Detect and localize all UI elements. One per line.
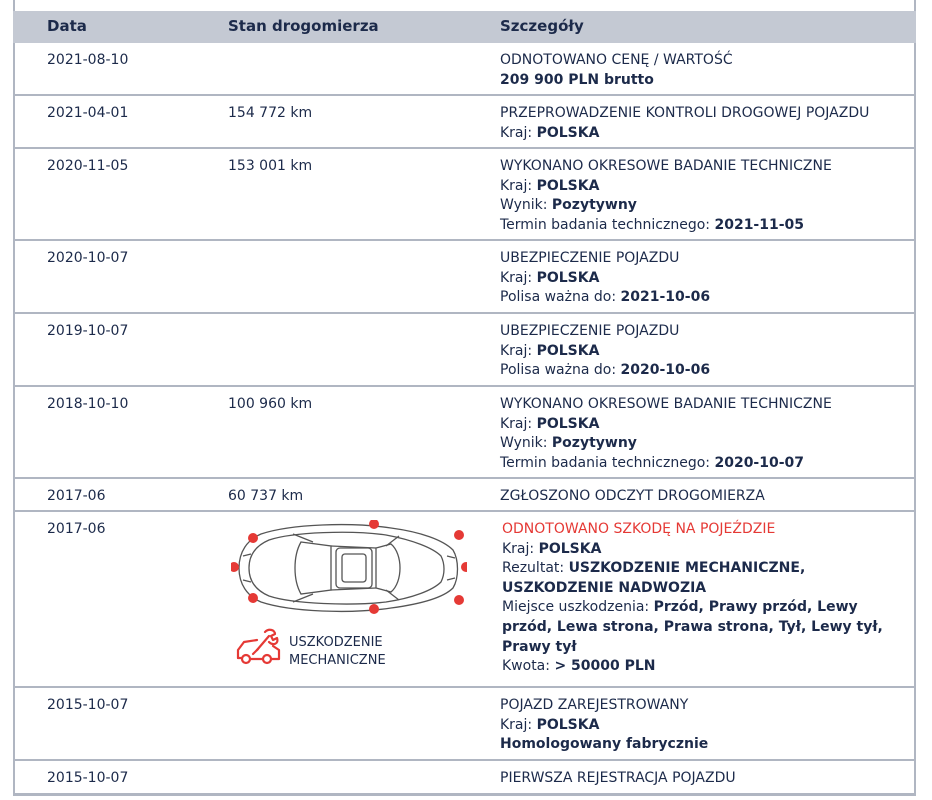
country-label: Kraj: <box>500 716 533 733</box>
event-title: ZGŁOSZONO ODCZYT DROGOMIERZA <box>500 488 765 504</box>
header-details: Szczegóły <box>500 17 584 35</box>
row-details <box>502 520 910 677</box>
damage-point-rear <box>461 562 467 572</box>
amount-label: Kwota: <box>502 658 550 675</box>
homologation-note: Homologowany fabrycznie <box>500 736 709 753</box>
country-label: Kraj: <box>500 415 533 432</box>
row-date: 2015-10-07 <box>47 770 129 786</box>
event-title: PRZEPROWADZENIE KONTROLI DROGOWEJ POJAZDU <box>500 105 870 121</box>
event-title: PIERWSZA REJESTRACJA POJAZDU <box>500 770 736 786</box>
country-label: Kraj: <box>500 269 533 286</box>
row-date: 2021-04-01 <box>47 105 129 121</box>
policy-value: 2020-10-06 <box>620 362 711 379</box>
event-title: ODNOTOWANO SZKODĘ NA POJEŹDZIE <box>502 521 776 537</box>
country-value: POLSKA <box>536 716 600 733</box>
damage-point-rear-right <box>454 595 464 605</box>
term-value: 2021-11-05 <box>714 216 805 233</box>
row-date: 2017-06 <box>47 488 106 504</box>
country-value: POLSKA <box>536 177 600 194</box>
country-label: Kraj: <box>502 540 535 557</box>
event-title: ODNOTOWANO CENĘ / WARTOŚĆ <box>500 52 733 68</box>
table-row <box>13 43 916 96</box>
row-odometer: 100 960 km <box>228 396 313 412</box>
country-value: POLSKA <box>536 342 600 359</box>
result-label: Wynik: <box>500 435 548 452</box>
country-label: Kraj: <box>500 177 533 194</box>
row-date: 2019-10-07 <box>47 323 129 339</box>
country-value: POLSKA <box>538 540 602 557</box>
row-details <box>500 104 910 143</box>
location-value: Przód, Prawy przód, Lewy <box>653 599 858 616</box>
result-value-cont: USZKODZENIE NADWOZIA <box>502 579 707 596</box>
row-date: 2021-08-10 <box>47 52 129 68</box>
country-value: POLSKA <box>536 415 600 432</box>
header-date: Data <box>47 17 87 35</box>
location-label: Miejsce uszkodzenia: <box>502 599 650 616</box>
table-row <box>13 149 916 241</box>
result-value: USZKODZENIE MECHANICZNE, <box>568 560 806 577</box>
header-odometer: Stan drogomierza <box>228 17 379 35</box>
car-wrench-icon <box>235 628 285 668</box>
row-date: 2015-10-07 <box>47 697 129 713</box>
event-title: UBEZPIECZENIE POJAZDU <box>500 250 680 266</box>
row-details <box>500 769 910 789</box>
row-details <box>500 249 910 308</box>
damage-point-rear-left <box>454 530 464 540</box>
event-title: WYKONANO OKRESOWE BADANIE TECHNICZNE <box>500 396 832 412</box>
damage-point-left-side <box>369 520 379 529</box>
damage-row <box>13 512 916 688</box>
term-label: Termin badania technicznego: <box>500 454 711 471</box>
row-date: 2020-10-07 <box>47 250 129 266</box>
damage-point-front <box>231 562 239 572</box>
policy-label: Polisa ważna do: <box>500 289 617 306</box>
event-title: UBEZPIECZENIE POJAZDU <box>500 323 680 339</box>
result-value: Pozytywny <box>551 435 637 452</box>
row-odometer: 154 772 km <box>228 105 313 121</box>
row-details <box>500 696 910 755</box>
result-label: Rezultat: <box>502 560 565 577</box>
price-value: 209 900 PLN brutto <box>500 71 654 88</box>
location-value-cont: przód, Lewa strona, Prawa strona, Tył, Lewy tył, <box>502 618 883 635</box>
table-header <box>13 11 916 43</box>
damage-point-right-side <box>369 604 379 614</box>
row-odometer: 153 001 km <box>228 158 313 174</box>
row-details <box>500 51 910 90</box>
table-row <box>13 314 916 387</box>
row-details <box>500 395 910 473</box>
row-date: 2020-11-05 <box>47 158 129 174</box>
row-details <box>500 157 910 235</box>
event-title: WYKONANO OKRESOWE BADANIE TECHNICZNE <box>500 158 832 174</box>
row-details <box>500 487 910 507</box>
table-row <box>13 761 916 796</box>
event-title: POJAZD ZAREJESTROWANY <box>500 697 689 713</box>
policy-label: Polisa ważna do: <box>500 362 617 379</box>
country-label: Kraj: <box>500 342 533 359</box>
country-value: POLSKA <box>536 269 600 286</box>
table-row <box>13 241 916 314</box>
row-date: 2018-10-10 <box>47 396 129 412</box>
result-label: Wynik: <box>500 197 548 214</box>
table-row <box>13 96 916 149</box>
row-details <box>500 322 910 381</box>
damage-point-front-left <box>248 533 258 543</box>
policy-value: 2021-10-06 <box>620 289 711 306</box>
table-row <box>13 688 916 761</box>
location-value-cont2: Prawy tył <box>502 638 577 655</box>
mechanical-damage-label: USZKODZENIE MECHANICZNE <box>289 635 386 668</box>
row-date: 2017-06 <box>47 521 106 537</box>
country-value: POLSKA <box>536 124 600 141</box>
amount-value: > 50000 PLN <box>554 658 656 675</box>
table-row <box>13 479 916 512</box>
table-row <box>13 387 916 479</box>
car-damage-diagram <box>231 520 467 616</box>
country-label: Kraj: <box>500 124 533 141</box>
row-odometer: 60 737 km <box>228 488 304 504</box>
result-value: Pozytywny <box>551 197 637 214</box>
term-value: 2020-10-07 <box>714 454 805 471</box>
term-label: Termin badania technicznego: <box>500 216 711 233</box>
damage-point-front-right <box>248 593 258 603</box>
